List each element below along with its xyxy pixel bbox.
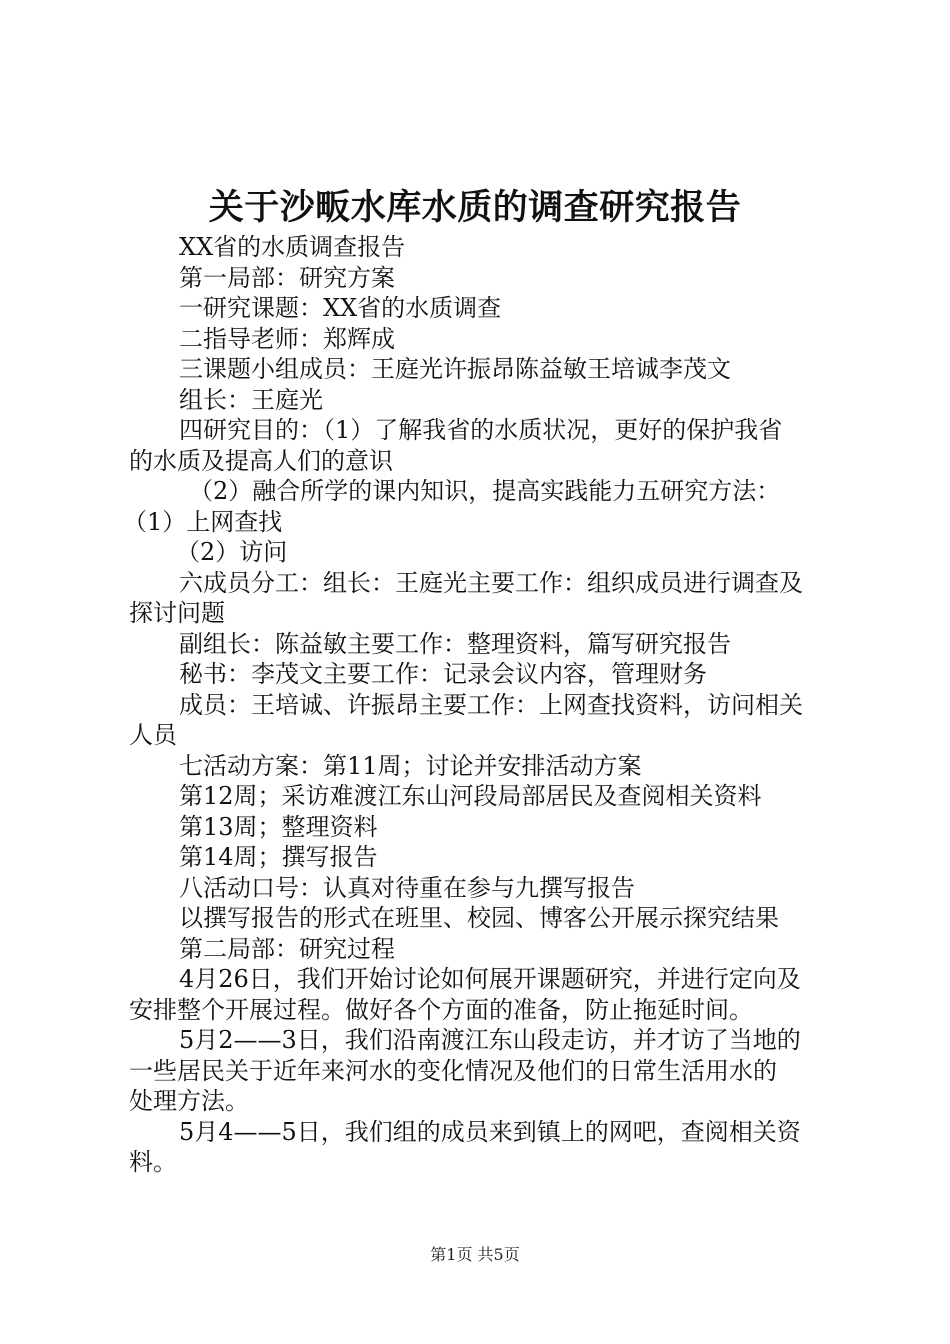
body-line: 一研究课题：XX省的水质调查 [179,294,502,322]
body-line: （2）访问 [176,538,288,566]
body-line: 第12周；采访难渡江东山河段局部居民及查阅相关资料 [179,782,762,810]
page-footer: 第1页 共5页 [430,1245,520,1264]
body-line: 第二局部：研究过程 [179,934,395,963]
document-title: 关于沙畈水库水质的调查研究报告 [208,188,742,228]
body-line: 以撰写报告的形式在班里、校园、博客公开展示探究结果 [179,904,779,932]
body-line: （2）融合所学的课内知识，提高实践能力五研究方法： [189,477,781,505]
body-line: 四研究目的：（1）了解我省的水质状况，更好的保护我省 [179,416,783,444]
body-line: 三课题小组成员：王庭光许振昂陈益敏王培诚李茂文 [179,355,731,383]
body-line: 第13周；整理资料 [179,812,378,841]
body-line: 人员 [129,721,177,749]
body-line: 料。 [129,1148,177,1176]
body-line: 处理方法。 [129,1087,249,1115]
body-line: 六成员分工：组长：王庭光主要工作：组织成员进行调查及 [179,568,803,597]
body-line: 组长：王庭光 [179,385,323,414]
body-line: 的水质及提高人们的意识 [129,446,393,475]
body-line: 安排整个开展过程。做好各个方面的准备，防止拖延时间。 [129,995,753,1024]
body-line: 5月4——5日，我们组的成员来到镇上的网吧，查阅相关资 [179,1117,801,1146]
body-line: 七活动方案：第11周；讨论并安排活动方案 [179,751,642,780]
document-body [123,232,833,1178]
body-line: 八活动口号：认真对待重在参与九撰写报告 [179,873,635,902]
body-line: 一些居民关于近年来河水的变化情况及他们的日常生活用水的 [129,1056,777,1085]
body-line: 副组长：陈益敏主要工作：整理资料，篇写研究报告 [179,629,731,658]
body-line: 4月26日，我们开始讨论如何展开课题研究，并进行定向及 [179,965,801,993]
body-line: 第14周；撰写报告 [179,843,378,871]
body-line: XX省的水质调查报告 [179,233,406,261]
body-line: 秘书：李茂文主要工作：记录会议内容，管理财务 [179,660,707,688]
body-line: 探讨问题 [129,599,225,627]
body-line: 第一局部：研究方案 [179,263,395,292]
body-line: 二指导老师：郑辉成 [179,324,395,353]
body-line: 5月2——3日，我们沿南渡江东山段走访，并才访了当地的 [179,1026,801,1054]
body-line: 成员：王培诚、许振昂主要工作：上网查找资料，访问相关 [179,690,803,719]
body-line: （1）上网查找 [123,507,283,536]
